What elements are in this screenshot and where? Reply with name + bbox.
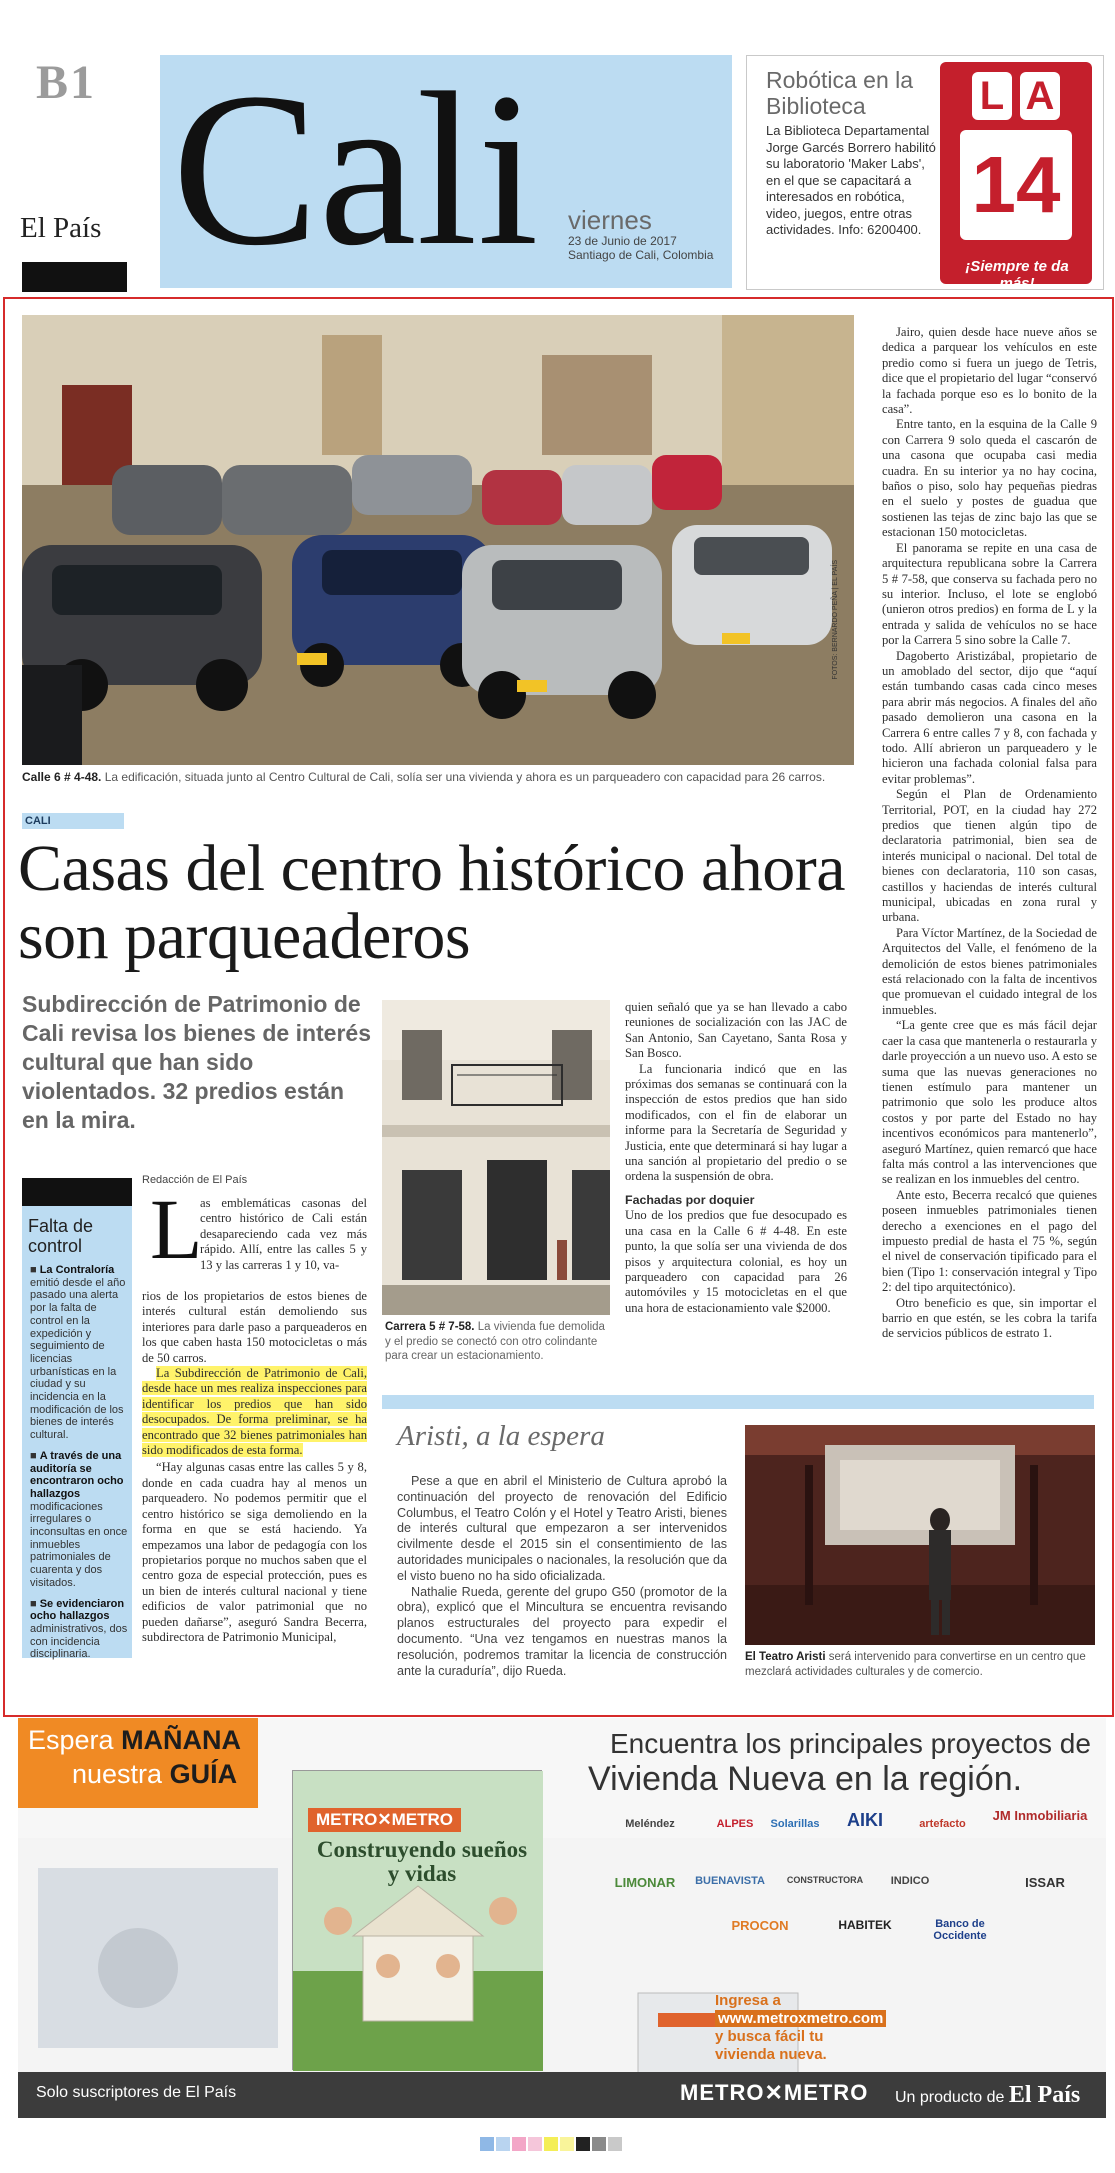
aristi-band — [382, 1395, 1094, 1409]
swatch — [544, 2137, 558, 2151]
builder-logo: CONSTRUCTORA — [786, 1875, 864, 1885]
house-facade-photo — [382, 1000, 610, 1315]
paragraph: rios de los propietarios de estos bienes de interés cultural están demoliendo sus interiores para darle paso a parqueaderos en los que caben hasta 150 motocicletas o más de 50 carros. — [142, 1289, 367, 1365]
ad-headline-line1: Encuentra los principales proyectos de — [610, 1728, 1091, 1759]
sidebar-item-text: modificaciones irregulares o inconsultas en once inmuebles patrimoniales de cuarenta y dos visitados. — [30, 1500, 128, 1589]
highlighted-paragraph — [142, 1366, 367, 1458]
paragraph: “La gente cree que es más fácil dejar caer la casa que mantenerla o restaurarla y darle proyección a un nuevo uso. A esto se suma que las nuevas generaciones no tienen estímulo para mantener un patrimonio que solo les produce altos costos y por parte del Estado no hay incentivos económicos para mantenerlo”, aseguró Martínez, quien remarcó que hace falta más control a las intervenciones que se realizan en los inmuebles del centro. — [882, 1018, 1097, 1187]
swatch — [480, 2137, 494, 2151]
section-tag: CALI — [22, 813, 124, 829]
article-lead — [200, 1196, 367, 1273]
sidebar-item-text: administrativos, dos con incidencia disciplinaria. — [30, 1622, 128, 1661]
parking-lot-photo — [22, 315, 854, 765]
paragraph: Uno de los predios que fue desocupado es una casa en la Calle 6 # 4-48. En este punto, la que solía ser una vivienda de dos pisos y arquitectura colonial, es hoy un parqueadero con capacidad para 26 automóviles y 15 motocicletas en el que una hora de estacionamiento vale $2000. — [625, 1208, 847, 1315]
promo-emphasis: GUÍA — [169, 1759, 238, 1789]
promo-emphasis: MAÑANA — [121, 1725, 242, 1755]
article-headline: Casas del centro histórico ahora son parqueaderos — [18, 832, 846, 973]
sidebar-title: Falta de control — [28, 1216, 94, 1256]
teatro-aristi-photo — [745, 1425, 1095, 1645]
article-column-3 — [882, 325, 1097, 1342]
builder-logo: JM Inmobiliaria — [992, 1808, 1088, 1823]
magazine-brand: METRO✕METRO — [308, 1808, 461, 1832]
paragraph: quien señaló que ya se han llevado a cabo reuniones de socialización con las JAC de San Antonio, San Cayetano, Santa Rosa y San Bosco. — [625, 1000, 847, 1061]
caption-text: La edificación, situada junto al Centro Cultural de Cali, solía ser una vivienda y ahora es un parqueadero con capacidad para 26 carros. — [101, 770, 826, 784]
promo-word: nuestra — [72, 1759, 170, 1789]
aristi-title: Aristi, a la espera — [397, 1420, 605, 1452]
swatch — [496, 2137, 510, 2151]
article-column-1 — [142, 1289, 367, 1645]
masthead-city: Cali — [172, 47, 539, 291]
logo-letter-l: L — [972, 72, 1012, 120]
paper-logo: El País — [20, 212, 102, 244]
builder-logo: Meléndez — [625, 1818, 675, 1830]
swatch — [528, 2137, 542, 2151]
web-line: vivienda nueva. — [715, 2046, 827, 2063]
lead-text: as emblemáticas casonas del centro histórico de Cali están desapareciendo cada vez más rápido. Allí, entre las calles 5 y 13 y las carreras 1 y 10, va- — [200, 1196, 367, 1272]
paragraph: Nathalie Rueda, gerente del grupo G50 (promotor de la obra), explicó que el Mincultura se encuentra revisando planos estructurales del proyecto para expedir el documento. “Una vez tengamos en nuestras manos la resolución, podremos tramitar la licencia de construcción ante la curaduría”, dijo Rueda. — [397, 1584, 727, 1678]
sidebar-item: ■ Se evidenciaron ocho hallazgos administrativos, dos con incidencia disciplinaria. — [30, 1597, 128, 1661]
sidebar-item-bold: La Contraloría — [39, 1264, 115, 1276]
builder-logo: PROCON — [731, 1918, 789, 1933]
sidebar-item-bold: Se evidenciaron ocho hallazgos — [30, 1597, 125, 1623]
section-code: B1 — [36, 56, 97, 109]
paragraph: Pese a que en abril el Ministerio de Cultura aprobó la continuación del proyecto de renovación del Edificio Columbus, el Teatro Colón y el Hotel y Teatro Aristi, bienes de interés cultural que empezaron a ser intervenidos civilmente desde el 2015 sin el consentimiento de las autoridades municipales o nacionales, la resolución que da el visto bueno no ha sido oficializada. — [397, 1474, 727, 1583]
paragraph: El panorama se repite en una casa de arquitectura republicana sobre la Carrera 5 # 7-58, que conserva su fachada pero no su interior. Incluso, el lote se englobó (unieron otros predios) en forma de L y la entrada y salida de vehículos no se hace por la Carrera 5 sino sobre la Calle 7. — [882, 540, 1097, 648]
logo-bar — [22, 262, 127, 292]
paragraph: Según el Plan de Ordenamiento Territorial, POT, en la ciudad hay 272 predios que tienen algún tipo de declaratoria patrimonial, bien sea de interés municipal o nacional. Del total de bienes con declaratoria, 110 son casas, castillos y haciendas de interés cultural municipal, ubicadas en zona rural y urbana. — [882, 787, 1097, 925]
product-brand: El País — [1008, 2082, 1081, 2108]
caption-text: La vivienda fue demolida y el predio se conectó con otro colindante para crear un estacionamiento. — [385, 1321, 605, 1362]
web-url-text[interactable]: www.metroxmetro.com — [715, 2010, 886, 2027]
sidebar-item-bold: A través de una auditoría se encontraron ocho hallazgos — [30, 1449, 124, 1500]
date-line: 23 de Junio de 2017 — [568, 234, 677, 248]
drop-cap: L — [150, 1181, 203, 1277]
swatch — [560, 2137, 574, 2151]
byline: Redacción de El País — [142, 1174, 248, 1186]
caption-address: Carrera 5 # 7-58. — [385, 1321, 475, 1333]
paragraph: Entre tanto, en la esquina de la Calle 9 con Carrera 9 solo queda el cascarón de una casona que ocupaba casi media cuadra. En su interior ya no hay cocina, baños o piso, solo hay pequeñas piedras en el suelo y postes de guadua que sostienen las tejas de zinc bajo las que se estacionan 150 motocicletas. — [882, 417, 1097, 540]
builder-logo: Banco de Occidente — [933, 1918, 987, 1942]
sidebar-item: ■ A través de una auditoría se encontraron ocho hallazgos modificaciones irregulares o inconsultas en once inmuebles patrimoniales de cuarenta y dos visitados. — [30, 1449, 128, 1589]
facade-illustration — [382, 1000, 610, 1315]
sidebar-item: ■ La Contraloría emitió desde el año pasado una alerta por la falta de control en la expedición y seguimiento de licencias urbanísticas en la ciudad y su incidencia en la modificación de los bienes de interés cultural. — [30, 1264, 126, 1442]
magazine-headline: Construyendo sueños y vidas — [316, 1837, 528, 1886]
masthead-date — [568, 234, 713, 262]
promo-line-2 — [28, 1757, 241, 1791]
column-subhead: Fachadas por doquier — [625, 1192, 755, 1207]
paragraph: Dagoberto Aristizábal, propietario de un amoblado del sector, dijo que “aquí están tumbando casas cada cinco meses para abrir más negocios. A finales del año pasado demolieron una casona en la Carrera 6 entre calles 7 y 8, con fachada y todo. Allí abrieron un parqueadero y le hicieron una fachada colonial falsa para evitar problemas”. — [882, 648, 1097, 786]
builder-logo: LIMONAR — [614, 1875, 676, 1890]
paragraph: La funcionaria indicó que en las próximas dos semanas se continuará con la inspección de estos predios que han sido modificados, con el fin de elaborar un informe para la Secretaría de Seguridad y Justicia, ente que determinará si hay lugar a una sanción al propietario del predio o se ordena la suspensión de obra. — [625, 1061, 847, 1184]
promo-word: Espera — [28, 1725, 122, 1755]
web-url[interactable] — [715, 2010, 886, 2028]
paragraph: Otro beneficio es que, sin importar el barrio en que estén, se les cobra la tarifa de servicios públicos de estrato 1. — [882, 1295, 1097, 1341]
swatch — [512, 2137, 526, 2151]
product-prefix: Un producto de — [895, 2089, 1009, 2106]
photo-caption — [22, 770, 862, 784]
aristi-text — [397, 1474, 727, 1679]
promo-body: La Biblioteca Departamental Jorge Garcés Borrero habilitó su laboratorio 'Maker Labs', en el que se capacitará a interesados en robótica, video, juegos, entre otras actividades. Info: 6200400. — [766, 123, 936, 237]
ad-product-line — [895, 2082, 1080, 2109]
swatch — [608, 2137, 622, 2151]
builder-logo: BUENAVISTA — [695, 1875, 765, 1887]
ad-headline-line2: Vivienda Nueva en la región. — [588, 1760, 1023, 1798]
promo-title: Robótica en la Biblioteca — [766, 67, 914, 119]
photo2-caption — [385, 1320, 610, 1364]
web-line: y busca fácil tu — [715, 2028, 824, 2045]
article-subhead: Subdirección de Patrimonio de Cali revisa los bienes de interés cultural que han sido violentados. 32 predios están en la mira. — [22, 991, 371, 1133]
sidebar-body — [30, 1264, 130, 1669]
paragraph: Ante esto, Becerra recalcó que quienes poseen inmuebles patrimoniales tienen derecho a exenciones en el pago del impuesto predial de hasta el 75 %, según el nivel de conservación tipificado para el bien (Tipo 1: conservación integral y Tipo 2: del tipo arquitectónico). — [882, 1187, 1097, 1295]
caption-address: Calle 6 # 4-48. — [22, 770, 102, 784]
logo-number-14: 14 — [960, 130, 1072, 240]
paragraph: Para Víctor Martínez, de la Sociedad de Arquitectos del Valle, el fenómeno de la demolición de estos bienes patrimoniales está relacionado con la falta de incentivos que promuevan el cuidado integral de los inmuebles. — [882, 925, 1097, 1017]
paragraph: “Hay algunas casas entre las calles 5 y 8, donde en cada cuadra hay al menos un parqueadero. No podemos permitir que el centro histórico se siga demoliendo en la forma en que se está haciendo. Ya empezamos una labor de pedagogía con los propietarios porque no muchos saben que el centro goza de especial protección, pues es un bien de interés cultural nacional y tiene edificios de valor patrimonial que no pueden dañarse”, aseguró Sandra Becerra, subdirectora de Patrimonio Municipal, — [142, 1460, 367, 1644]
ad-subscribers-note: Solo suscriptores de El País — [36, 2084, 237, 2101]
photo3-caption — [745, 1650, 1100, 1680]
location-line: Santiago de Cali, Colombia — [568, 248, 714, 262]
article-column-2 — [625, 1000, 847, 1316]
promo-line-1 — [28, 1723, 241, 1757]
ad-brand: METRO✕METRO — [680, 2080, 869, 2105]
swatch — [576, 2137, 590, 2151]
builder-logo: INDICO — [890, 1875, 930, 1887]
builder-logo: ALPES — [716, 1818, 754, 1830]
color-swatches — [480, 2136, 624, 2155]
builder-logo: artefacto — [919, 1818, 966, 1830]
builder-logo: HABITEK — [838, 1918, 892, 1932]
ad-promo-text — [28, 1723, 241, 1791]
masthead-day: viernes — [568, 205, 652, 235]
swatch — [592, 2137, 606, 2151]
ad-web-callout — [715, 1992, 886, 2064]
theater-illustration — [745, 1425, 1095, 1645]
highlight: La Subdirección de Patrimonio de Cali, desde hace un mes realiza inspecciones para identificar los predios que han sido desocupados. De forma preliminar, se ha encontrado que 32 bienes patrimoniales han sido modificados de esta forma. — [142, 1366, 367, 1458]
parking-lot-illustration — [22, 315, 854, 765]
builder-logo: ISSAR — [1025, 1875, 1065, 1890]
caption-text: será intervenido para convertirse en un centro que mezclará actividades culturales y de comercio. — [745, 1651, 1086, 1678]
builder-logo: Solarillas — [770, 1818, 820, 1830]
builder-logo: AIKI — [847, 1810, 883, 1830]
logo-letter-a: A — [1020, 72, 1060, 120]
web-line: Ingresa a — [715, 1992, 781, 2009]
la14-slogan: ¡Siempre te da más! — [965, 258, 1069, 292]
caption-subject: El Teatro Aristi — [745, 1651, 826, 1663]
sidebar-item-text: emitió desde el año pasado una alerta por la falta de control en la expedición y seguimiento de licencias urbanísticas en la ciudad y su incidencia en la modificación de los bienes de interés cultural. — [30, 1276, 126, 1442]
la14-logo — [940, 62, 1092, 284]
photo-credit: FOTOS: BERNARDO PEÑA | EL PAÍS — [832, 560, 839, 680]
paragraph: Jairo, quien desde hace nueve años se dedica a parquear los vehículos en este predio como si fuera un juego de Tetris, dice que el propietario del lugar “conservó la fachada porque eso es lo bonito de la casa”. — [882, 325, 1097, 417]
sidebar-header-bar — [22, 1178, 132, 1206]
